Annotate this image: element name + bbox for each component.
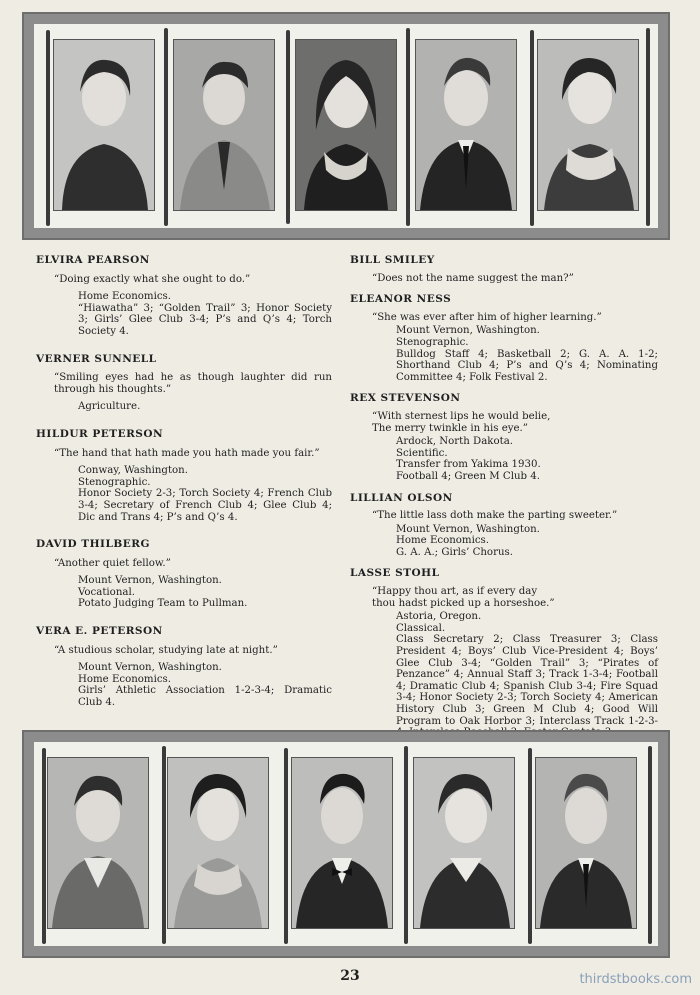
bottom-photo-frame (22, 730, 670, 958)
student-quote: “The little lass doth make the parting sweeter.” (372, 510, 618, 522)
portrait-photo (536, 758, 636, 928)
watermark: thirdstbooks.com (579, 972, 692, 987)
bark-divider (530, 30, 534, 226)
bark-divider (46, 30, 50, 226)
left-text-column (36, 255, 332, 725)
student-entry (350, 255, 658, 284)
bark-divider (286, 30, 290, 224)
student-entry (36, 539, 332, 610)
student-name: VERA E. PETERSON (36, 625, 163, 638)
bark-divider (406, 28, 410, 226)
student-name: LILLIAN OLSON (350, 491, 453, 504)
page-number: 23 (340, 968, 360, 984)
student-name: LASSE STOHL (350, 567, 440, 580)
student-details: Astoria, Oregon. Classical. Class Secretary 2; Class Treasurer 3; Class President 4; Boys’ Club Vice-President 4; Boys’ Glee Club 3-4; “Golden Trail” 3; “Pirates of Penzance” 4; Annual Staff 3; Track 1-3-4; Football 4; Dramatic Club 4; Spanish Club 3-4; Fire Squad 3-4; Honor Society 2-3; Torch Society 4; American History Club 3; Green M Club 4; Good Will Program to Oak Horbor 3; Interclass Track 1-2-3- (396, 611, 658, 727)
portrait-photo (292, 758, 392, 928)
student-entry (350, 568, 658, 738)
student-details: Mount Vernon, Washington. Stenographic. Bulldog Staff 4; Basketball 2; G. A. A. 1-2; Shorthand Club 4; P’s and Q’s 4; Nominating Committee 4; Folk Festival 2. (396, 325, 658, 383)
student-details: Conway, Washington. Stenographic. Honor Society 2-3; Torch Society 4; French Club 3-4; Secretary of French Club 4; Glee Club 4; Dic and Trans 4; P’s and Q’s 4. (78, 465, 332, 523)
student-name: HILDUR PETERSON (36, 427, 164, 440)
student-entry (36, 255, 332, 338)
portrait-photo (48, 758, 148, 928)
bark-divider (162, 746, 166, 944)
student-quote: “Doing exactly what she ought to do.” (54, 273, 251, 285)
bark-divider (648, 746, 652, 944)
student-quote: “Does not the name suggest the man?” (372, 272, 574, 284)
student-quote: “She was ever after him of higher learning.” (372, 311, 602, 323)
student-name: ELVIRA PEARSON (36, 254, 150, 266)
bark-divider (528, 748, 532, 944)
portrait-photo (54, 40, 154, 210)
bark-divider (646, 28, 650, 226)
top-photo-frame (22, 12, 670, 240)
portrait-photo (296, 40, 396, 210)
student-entry (36, 626, 332, 709)
student-name: ELEANOR NESS (350, 293, 452, 306)
student-details: Ardock, North Dakota. Scientific. Transfer from Yakima 1930. Football 4; Green M Club 4. (396, 436, 541, 482)
student-quote: “Smiling eyes had he as though laughter did run through his thoughts.” (54, 372, 332, 395)
portrait-photo (174, 40, 274, 210)
bark-divider (164, 28, 168, 226)
portrait-photo (414, 758, 514, 928)
student-entry (36, 354, 332, 413)
bark-divider (404, 746, 408, 944)
student-quote: “Happy thou art, as if every day thou hadst picked up a horseshoe.” (372, 586, 555, 609)
student-details: Agriculture. (78, 401, 141, 413)
student-name: REX STEVENSON (350, 392, 461, 405)
student-entry (36, 429, 332, 523)
student-details: Mount Vernon, Washington. Home Economics. Girls’ Athletic Association 1-2-3-4; Dramatic Club 4. (78, 662, 332, 709)
student-quote: “A studious scholar, studying late at night.” (54, 644, 278, 656)
student-quote: “Another quiet fellow.” (54, 557, 171, 569)
student-quote: “The hand that hath made you hath made you fair.” (54, 447, 320, 459)
student-entry (350, 493, 658, 559)
student-details: Mount Vernon, Washington. Home Economics. G. A. A.; Girls’ Chorus. (396, 523, 540, 558)
student-name: VERNER SUNNELL (36, 352, 157, 365)
right-text-column (350, 255, 658, 749)
student-quote: “With sternest lips he would belie, The merry twinkle in his eye.” (372, 410, 551, 434)
bark-divider (284, 748, 288, 944)
portrait-photo (168, 758, 268, 928)
student-name: DAVID THILBERG (36, 538, 150, 551)
bark-divider (42, 748, 46, 944)
student-entry (350, 294, 658, 383)
portrait-photo (538, 40, 638, 210)
student-entry (350, 393, 658, 482)
portrait-photo (416, 40, 516, 210)
student-details: Home Economics. “Hiawatha” 3; “Golden Trail” 3; Honor Society 3; Girls’ Glee Club 3-4; P’s and Q’s 4; Torch Society 4. (78, 291, 332, 337)
student-details: Mount Vernon, Washington. Vocational. Potato Judging Team to Pullman. (78, 575, 248, 610)
student-name: BILL SMILEY (350, 254, 435, 266)
